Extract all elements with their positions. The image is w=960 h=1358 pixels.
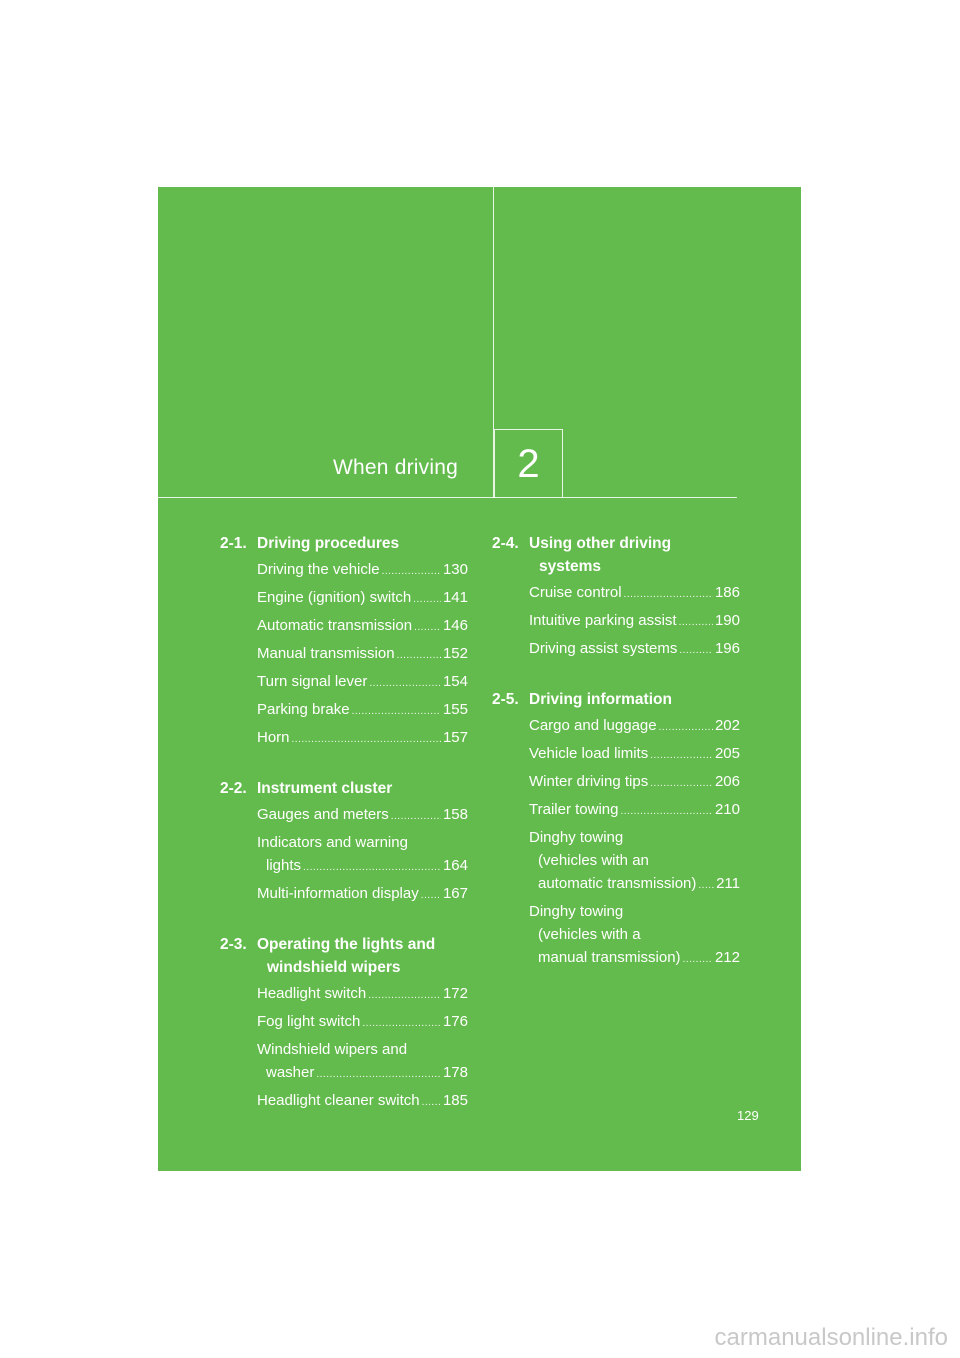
section-entries xyxy=(220,803,468,907)
entry-page: 157 xyxy=(442,729,468,746)
toc-entry[interactable] xyxy=(220,882,468,907)
entry-page: 176 xyxy=(442,1013,468,1030)
entry-page: 152 xyxy=(442,645,468,662)
toc-entry[interactable] xyxy=(492,826,740,897)
chapter-number-box xyxy=(494,429,563,498)
entry-label: Gauges and meters xyxy=(257,806,389,823)
toc-entry[interactable] xyxy=(492,581,740,606)
section-title xyxy=(257,933,468,979)
entry-last-line xyxy=(529,946,740,971)
toc-section xyxy=(492,688,740,971)
entry-page: 211 xyxy=(716,875,740,892)
leader-dots xyxy=(414,616,441,639)
leader-dots xyxy=(292,728,441,751)
section-heading[interactable] xyxy=(220,777,468,800)
toc-entry[interactable] xyxy=(492,609,740,634)
toc-entry[interactable] xyxy=(220,803,468,828)
toc-entry[interactable] xyxy=(492,770,740,795)
section-entries xyxy=(220,558,468,751)
entry-page: 167 xyxy=(442,885,468,902)
toc-entry[interactable] xyxy=(492,637,740,662)
leader-dots xyxy=(362,1012,441,1035)
toc-entry[interactable] xyxy=(220,982,468,1007)
entry-label: automatic transmission) xyxy=(538,875,697,892)
leader-dots xyxy=(698,874,714,897)
leader-dots xyxy=(683,948,713,971)
entry-last-line xyxy=(529,872,740,897)
entry-page: 146 xyxy=(442,617,468,634)
entry-page: 158 xyxy=(442,806,468,823)
section-number: 2-4. xyxy=(492,535,519,552)
entry-page: 210 xyxy=(714,801,740,818)
leader-dots xyxy=(650,772,713,795)
entry-label: Trailer towing xyxy=(529,801,619,818)
entry-page: 212 xyxy=(714,949,740,966)
leader-dots xyxy=(369,672,441,695)
leader-dots xyxy=(368,984,441,1007)
section-title-line: systems xyxy=(539,558,602,575)
leader-dots xyxy=(391,805,441,828)
entry-page: 190 xyxy=(714,612,740,629)
entry-label: Indicators and warning xyxy=(257,834,408,851)
toc-entry[interactable] xyxy=(492,798,740,823)
entry-label: Parking brake xyxy=(257,701,350,718)
section-heading[interactable] xyxy=(492,532,740,578)
entry-label: Cruise control xyxy=(529,584,622,601)
section-heading[interactable] xyxy=(220,933,468,979)
section-heading[interactable] xyxy=(220,532,468,555)
leader-dots xyxy=(413,588,441,611)
entry-label: Automatic transmission xyxy=(257,617,413,634)
toc-entry[interactable] xyxy=(220,831,468,879)
entry-page: 205 xyxy=(714,745,740,762)
entry-label: Driving the vehicle xyxy=(257,561,380,578)
section-title-line: Using other driving xyxy=(529,535,672,552)
entry-label: Multi-information display xyxy=(257,885,419,902)
leader-dots xyxy=(316,1063,441,1086)
toc-section xyxy=(220,777,468,907)
section-title-line: Driving information xyxy=(529,691,672,708)
entry-label: Windshield wipers and xyxy=(257,1041,408,1058)
section-entries xyxy=(492,714,740,971)
section-entries xyxy=(220,982,468,1114)
entry-page: 164 xyxy=(442,857,468,874)
section-title xyxy=(257,777,468,800)
entry-label: Horn xyxy=(257,729,290,746)
entry-label: Winter driving tips xyxy=(529,773,649,790)
entry-last-line xyxy=(257,854,468,879)
entry-label: Turn signal lever xyxy=(257,673,368,690)
entry-label: Intuitive parking assist xyxy=(529,612,677,629)
leader-dots xyxy=(624,583,713,606)
section-number: 2-1. xyxy=(220,535,247,552)
toc-section xyxy=(220,933,468,1114)
toc-section xyxy=(492,532,740,662)
entry-page: 141 xyxy=(442,589,468,606)
toc-column-right xyxy=(492,532,740,997)
entry-label: (vehicles with an xyxy=(538,852,649,869)
entry-page: 155 xyxy=(442,701,468,718)
leader-dots xyxy=(650,744,713,767)
leader-dots xyxy=(620,800,712,823)
toc-entry[interactable] xyxy=(492,900,740,971)
leader-dots xyxy=(422,1091,441,1114)
section-number: 2-3. xyxy=(220,936,247,953)
entry-last-line xyxy=(257,1061,468,1086)
watermark: carmanualsonline.info xyxy=(714,1324,948,1351)
toc-section xyxy=(220,532,468,751)
toc-entry[interactable] xyxy=(220,558,468,583)
leader-dots xyxy=(382,560,441,583)
entry-label: Fog light switch xyxy=(257,1013,361,1030)
toc-entry[interactable] xyxy=(492,742,740,767)
entry-page: 202 xyxy=(714,717,740,734)
horizontal-divider xyxy=(158,497,737,498)
entry-page: 206 xyxy=(714,773,740,790)
section-title-line: windshield wipers xyxy=(267,959,401,976)
toc-entry[interactable] xyxy=(220,670,468,695)
entry-page: 186 xyxy=(714,584,740,601)
entry-page: 154 xyxy=(442,673,468,690)
toc-entry[interactable] xyxy=(220,614,468,639)
leader-dots xyxy=(397,644,441,667)
entry-label: Headlight switch xyxy=(257,985,367,1002)
entry-page: 130 xyxy=(442,561,468,578)
section-number: 2-2. xyxy=(220,780,247,797)
entry-page: 185 xyxy=(442,1092,468,1109)
toc-entry[interactable] xyxy=(220,642,468,667)
entry-label: (vehicles with a xyxy=(538,926,641,943)
section-number: 2-5. xyxy=(492,691,519,708)
leader-dots xyxy=(303,856,441,879)
entry-label: Vehicle load limits xyxy=(529,745,649,762)
entry-label: lights xyxy=(266,857,302,874)
toc-column-left xyxy=(220,532,468,1140)
entry-page: 178 xyxy=(442,1064,468,1081)
leader-dots xyxy=(659,716,713,739)
leader-dots xyxy=(679,611,713,634)
entry-label: Cargo and luggage xyxy=(529,717,657,734)
entry-page: 196 xyxy=(714,640,740,657)
leader-dots xyxy=(679,639,713,662)
section-title-line: Operating the lights and xyxy=(257,936,436,953)
section-title xyxy=(257,532,468,555)
entry-label: Driving assist systems xyxy=(529,640,678,657)
toc-entry[interactable] xyxy=(220,1089,468,1114)
entry-label: Dinghy towing xyxy=(529,829,624,846)
toc-entry[interactable] xyxy=(220,1010,468,1035)
section-title-line: Driving procedures xyxy=(257,535,400,552)
leader-dots xyxy=(421,884,441,907)
entry-label: washer xyxy=(266,1064,315,1081)
section-title xyxy=(529,532,740,578)
section-title-line: Instrument cluster xyxy=(257,780,393,797)
entry-label: Manual transmission xyxy=(257,645,395,662)
toc-entry[interactable] xyxy=(220,698,468,723)
leader-dots xyxy=(352,700,441,723)
entry-label: Headlight cleaner switch xyxy=(257,1092,420,1109)
entry-page: 172 xyxy=(442,985,468,1002)
page-number: 129 xyxy=(737,1108,759,1123)
toc-entry[interactable] xyxy=(220,586,468,611)
entry-label: Dinghy towing xyxy=(529,903,624,920)
toc-entry[interactable] xyxy=(220,726,468,751)
chapter-number: 2 xyxy=(517,441,540,486)
entry-label: manual transmission) xyxy=(538,949,681,966)
toc-entry[interactable] xyxy=(220,1038,468,1086)
section-entries xyxy=(492,581,740,662)
entry-label: Engine (ignition) switch xyxy=(257,589,412,606)
chapter-title: When driving xyxy=(333,456,458,479)
section-heading[interactable] xyxy=(492,688,740,711)
section-title xyxy=(529,688,740,711)
toc-entry[interactable] xyxy=(492,714,740,739)
